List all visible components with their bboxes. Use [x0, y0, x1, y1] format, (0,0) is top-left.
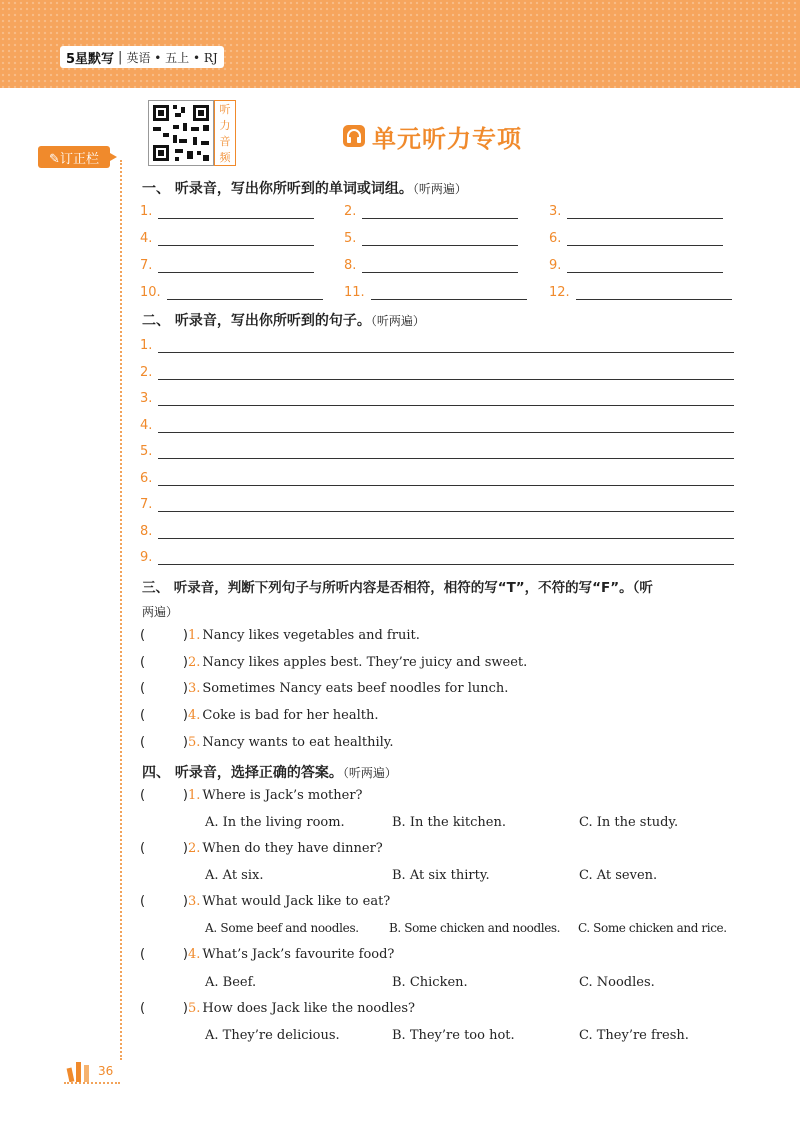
- item-number: 5.: [140, 444, 153, 459]
- item-number: 6.: [549, 231, 562, 246]
- answer-line[interactable]: [362, 231, 518, 246]
- book-subtitle: 英语 • 五上 • RJ: [126, 50, 218, 65]
- statement-text: Nancy wants to eat healthily.: [202, 735, 394, 750]
- answer-parentheses[interactable]: [140, 841, 188, 856]
- paren-close: ): [182, 735, 188, 750]
- word-item[interactable]: [549, 285, 732, 300]
- question-text: What would Jack like to eat?: [202, 894, 391, 909]
- answer-line[interactable]: [371, 285, 527, 300]
- section-2-note: （听两遍）: [370, 314, 425, 328]
- sentence-item[interactable]: [140, 338, 734, 353]
- margin-divider: [120, 160, 122, 1060]
- section-3-heading-line-1: 三、 听录音，判断下列句子与所听内容是否相符，相符的写“T”，不符的写“F”。（听: [142, 580, 653, 596]
- paren-open: (: [140, 894, 146, 909]
- word-item[interactable]: [140, 285, 323, 300]
- option-c[interactable]: C. Noodles.: [579, 975, 655, 990]
- qr-label-char: 听: [219, 103, 231, 116]
- item-number: 12.: [549, 285, 570, 300]
- word-item[interactable]: [140, 258, 314, 273]
- word-item[interactable]: [549, 231, 723, 246]
- item-number: 2.: [344, 204, 357, 219]
- item-number: 1.: [188, 788, 201, 803]
- answer-line[interactable]: [158, 338, 734, 353]
- section-4-heading-text: 四、 听录音，选择正确的答案。: [142, 765, 343, 781]
- footer-divider: [64, 1082, 120, 1084]
- paren-open: (: [140, 841, 146, 856]
- answer-line[interactable]: [576, 285, 732, 300]
- question-text: How does Jack like the noodles?: [202, 1001, 416, 1016]
- page-title: [342, 118, 522, 154]
- sentence-item[interactable]: [140, 497, 734, 512]
- brand-name: 5星默写: [66, 51, 115, 67]
- answer-parentheses[interactable]: [140, 947, 188, 962]
- item-number: 5.: [188, 735, 201, 750]
- choice-question[interactable]: [140, 788, 363, 803]
- answer-parentheses[interactable]: [140, 894, 188, 909]
- paren-close: ): [182, 655, 188, 670]
- paren-open: (: [140, 1001, 146, 1016]
- answer-line[interactable]: [158, 231, 314, 246]
- item-number: 7.: [140, 497, 153, 512]
- paren-open: (: [140, 655, 146, 670]
- title-text: 单元听力专项: [372, 124, 522, 153]
- paren-close: ): [182, 708, 188, 723]
- answer-line[interactable]: [158, 391, 734, 406]
- paren-open: (: [140, 947, 146, 962]
- judge-item[interactable]: [140, 655, 527, 670]
- option-a[interactable]: A. Beef.: [205, 975, 257, 990]
- answer-line[interactable]: [167, 285, 323, 300]
- item-number: 11.: [344, 285, 365, 300]
- item-number: 3.: [549, 204, 562, 219]
- item-number: 4.: [188, 708, 201, 723]
- qr-code-icon[interactable]: [148, 100, 214, 166]
- item-number: 5.: [188, 1001, 201, 1016]
- answer-parentheses[interactable]: [140, 788, 188, 803]
- answer-line[interactable]: [567, 204, 723, 219]
- statement-text: Sometimes Nancy eats beef noodles for lunch.: [202, 681, 509, 696]
- qr-label-char: 音: [219, 135, 231, 148]
- item-number: 7.: [140, 258, 153, 273]
- item-number: 3.: [188, 894, 201, 909]
- statement-text: Nancy likes apples best. They’re juicy and sweet.: [202, 655, 528, 670]
- question-text: When do they have dinner?: [202, 841, 383, 856]
- option-b[interactable]: B. At six thirty.: [392, 868, 490, 883]
- paren-open: (: [140, 708, 146, 723]
- item-number: 5.: [344, 231, 357, 246]
- paren-open: (: [140, 628, 146, 643]
- section-4-heading: [142, 762, 397, 782]
- question-text: What’s Jack’s favourite food?: [202, 947, 395, 962]
- book-badge: [60, 46, 224, 68]
- answer-line[interactable]: [567, 258, 723, 273]
- answer-line[interactable]: [362, 258, 518, 273]
- paren-close: ): [182, 1001, 188, 1016]
- item-number: 4.: [140, 418, 153, 433]
- answer-line[interactable]: [567, 231, 723, 246]
- answer-parentheses[interactable]: [140, 1001, 188, 1016]
- item-number: 3.: [188, 681, 201, 696]
- correction-column-tag: ✎订正栏: [38, 146, 110, 168]
- item-number: 4.: [140, 231, 153, 246]
- paren-close: ): [182, 947, 188, 962]
- sentence-item[interactable]: [140, 550, 734, 565]
- item-number: 1.: [140, 338, 153, 353]
- section-3-heading: [142, 576, 742, 624]
- section-1-heading: [142, 178, 467, 198]
- answer-line[interactable]: [158, 471, 734, 486]
- sentence-item[interactable]: [140, 444, 734, 459]
- answer-line[interactable]: [158, 418, 734, 433]
- answer-line[interactable]: [158, 550, 734, 565]
- qr-label-char: 频: [219, 151, 231, 164]
- choice-question[interactable]: [140, 1001, 415, 1016]
- word-item[interactable]: [344, 285, 527, 300]
- choice-question[interactable]: [140, 947, 394, 962]
- item-number: 10.: [140, 285, 161, 300]
- item-number: 4.: [188, 947, 201, 962]
- answer-line[interactable]: [158, 444, 734, 459]
- section-1-heading-text: 一、 听录音，写出你所听到的单词或词组。: [142, 181, 413, 197]
- section-4-note: （听两遍）: [342, 766, 397, 780]
- paren-open: (: [140, 788, 146, 803]
- option-c[interactable]: C. Some chicken and rice.: [578, 921, 727, 935]
- option-a[interactable]: A. In the living room.: [205, 815, 345, 830]
- item-number: 3.: [140, 391, 153, 406]
- item-number: 9.: [140, 550, 153, 565]
- item-number: 6.: [140, 471, 153, 486]
- section-2-heading-text: 二、 听录音，写出你所听到的句子。: [142, 313, 371, 329]
- word-item[interactable]: [140, 231, 314, 246]
- item-number: 1.: [188, 628, 201, 643]
- word-item[interactable]: [344, 258, 518, 273]
- choice-question[interactable]: [140, 841, 383, 856]
- answer-line[interactable]: [158, 258, 314, 273]
- item-number: 2.: [140, 365, 153, 380]
- statement-text: Coke is bad for her health.: [202, 708, 379, 723]
- statement-text: Nancy likes vegetables and fruit.: [202, 628, 420, 643]
- option-a[interactable]: A. They’re delicious.: [205, 1028, 340, 1043]
- word-item[interactable]: [549, 204, 723, 219]
- word-item[interactable]: [344, 231, 518, 246]
- sentence-item[interactable]: [140, 365, 734, 380]
- headphones-icon: [342, 124, 366, 148]
- option-b[interactable]: B. In the kitchen.: [392, 815, 506, 830]
- sentence-item[interactable]: [140, 524, 734, 539]
- paren-open: (: [140, 735, 146, 750]
- answer-parentheses[interactable]: [140, 708, 188, 723]
- option-c[interactable]: C. At seven.: [579, 868, 658, 883]
- paren-close: ): [182, 788, 188, 803]
- answer-line[interactable]: [158, 524, 734, 539]
- item-number: 2.: [188, 655, 201, 670]
- item-number: 8.: [344, 258, 357, 273]
- answer-parentheses[interactable]: [140, 735, 188, 750]
- question-text: Where is Jack’s mother?: [202, 788, 363, 803]
- item-number: 1.: [140, 204, 153, 219]
- option-a[interactable]: A. At six.: [205, 868, 264, 883]
- option-c[interactable]: C. In the study.: [579, 815, 679, 830]
- word-item[interactable]: [549, 258, 723, 273]
- books-icon: [66, 1060, 92, 1082]
- section-2-heading: [142, 310, 425, 330]
- answer-parentheses[interactable]: [140, 628, 188, 643]
- item-number: 8.: [140, 524, 153, 539]
- sentence-item[interactable]: [140, 418, 734, 433]
- qr-label-char: 力: [219, 119, 231, 132]
- page-number: 36: [98, 1064, 114, 1078]
- answer-line[interactable]: [362, 204, 518, 219]
- paren-close: ): [182, 841, 188, 856]
- option-b[interactable]: B. Chicken.: [392, 975, 468, 990]
- section-3-heading-line-2: 两遍）: [142, 605, 179, 619]
- item-number: 2.: [188, 841, 201, 856]
- paren-close: ): [182, 628, 188, 643]
- answer-parentheses[interactable]: [140, 655, 188, 670]
- paren-close: ): [182, 894, 188, 909]
- section-1-note: （听两遍）: [412, 182, 467, 196]
- option-b[interactable]: B. They’re too hot.: [392, 1028, 515, 1043]
- paren-close: ): [182, 681, 188, 696]
- word-item[interactable]: [344, 204, 518, 219]
- word-item[interactable]: [140, 204, 314, 219]
- paren-open: (: [140, 681, 146, 696]
- answer-line[interactable]: [158, 497, 734, 512]
- sentence-item[interactable]: [140, 391, 734, 406]
- answer-line[interactable]: [158, 204, 314, 219]
- judge-item[interactable]: [140, 628, 420, 643]
- option-a[interactable]: A. Some beef and noodles.: [205, 921, 359, 935]
- badge-separator: |: [118, 49, 123, 65]
- option-b[interactable]: B. Some chicken and noodles.: [389, 921, 561, 935]
- answer-line[interactable]: [158, 365, 734, 380]
- item-number: 9.: [549, 258, 562, 273]
- judge-item[interactable]: [140, 708, 378, 723]
- sentence-item[interactable]: [140, 471, 734, 486]
- answer-parentheses[interactable]: [140, 681, 188, 696]
- listening-audio-label: [214, 100, 236, 166]
- header-banner: [0, 0, 800, 88]
- judge-item[interactable]: [140, 735, 394, 750]
- choice-question[interactable]: [140, 894, 390, 909]
- option-c[interactable]: C. They’re fresh.: [579, 1028, 689, 1043]
- judge-item[interactable]: [140, 681, 508, 696]
